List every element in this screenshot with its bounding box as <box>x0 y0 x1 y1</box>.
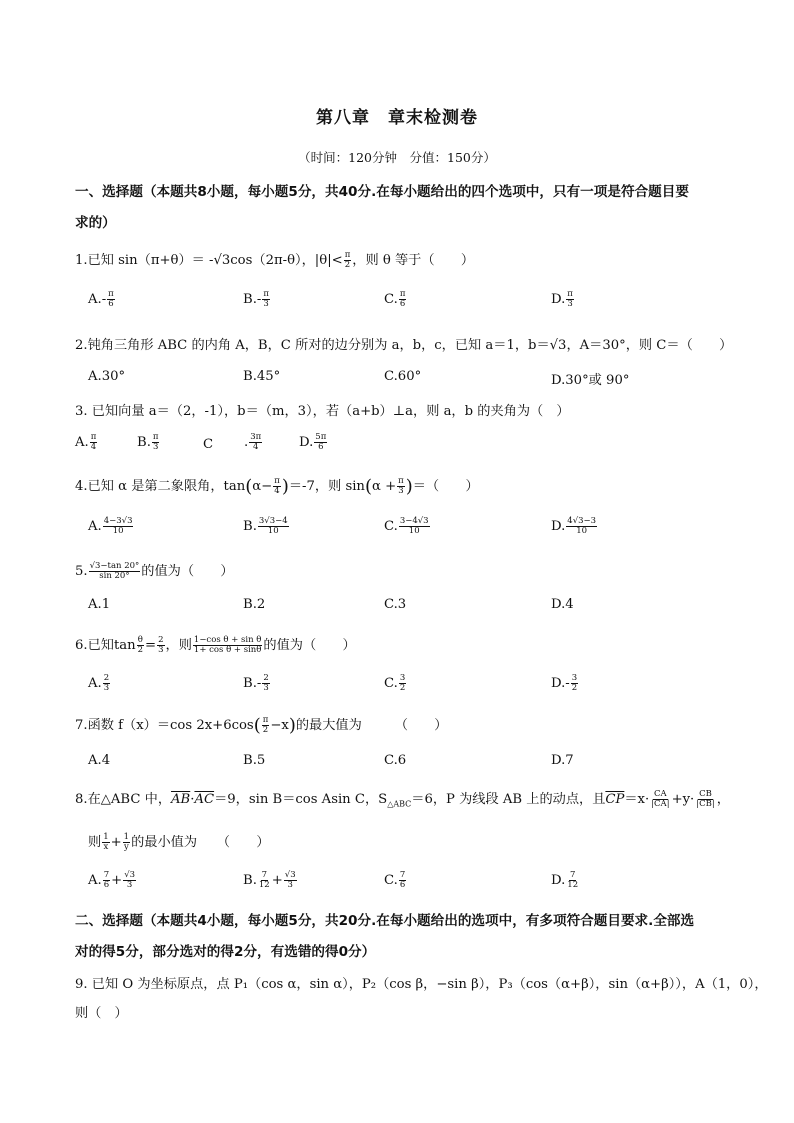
q7-option-a[interactable]: A.4 <box>88 753 111 768</box>
question-4: 4.已知 α 是第二象限角，tan(α− $\frac{\pi}{4}$ )＝-7，则 sin(α + $\frac{\pi}{3}$ )＝（ ） <box>75 476 479 497</box>
q7-option-d[interactable]: D.7 <box>551 753 574 768</box>
q2-option-b[interactable]: B.45° <box>243 369 281 384</box>
q1-text-a: 1.已知 sin（π+θ）＝ - <box>75 253 214 268</box>
q7-option-c[interactable]: C.6 <box>384 753 407 768</box>
q8-option-b[interactable]: B. $\frac{7}{12}$ + $\frac{√3}{3}$ <box>243 870 296 890</box>
q3-option-a[interactable]: A. $\frac{\pi}{4}$ <box>75 432 97 452</box>
question-1 <box>75 249 474 270</box>
q7-option-b[interactable]: B.5 <box>243 753 266 768</box>
q3-option-c-value[interactable]: . $\frac{3\pi}{4}$ <box>244 432 262 452</box>
q8-option-a[interactable]: A. $\frac{7}{6}$ + $\frac{√3}{3}$ <box>88 870 136 890</box>
q5-option-a[interactable]: A.1 <box>88 597 111 612</box>
q1-text-b: cos（2π-θ），|θ|< <box>230 253 343 268</box>
q6-option-a[interactable]: A. $\frac{2}{3}$ <box>88 673 110 693</box>
q2-option-a[interactable]: A.30° <box>88 369 126 384</box>
question-2: 2.钝角三角形 ABC 的内角 A，B，C 所对的边分别为 a，b，c，已知 a＝1，b＝√3，A＝30°，则 C＝（ ） <box>75 338 733 353</box>
q5-option-c[interactable]: C.3 <box>384 597 407 612</box>
q4-option-d[interactable]: D. $\frac{4√3-3}{10}$ <box>551 516 597 536</box>
q6-option-c[interactable]: C. $\frac{3}{2}$ <box>384 673 406 693</box>
q3-option-c[interactable]: C <box>203 437 214 452</box>
q2-option-c[interactable]: C.60° <box>384 369 422 384</box>
q1-option-d[interactable]: D. $\frac{\pi}{3}$ <box>551 289 573 309</box>
question-9-cont: 则（ ） <box>75 1006 128 1021</box>
question-7: 7.函数 f（x）＝cos 2x+6cos( $\frac{\pi}{2}$ −x)的最大值为 （ ） <box>75 715 448 736</box>
q4-option-b[interactable]: B. $\frac{3√3-4}{10}$ <box>243 516 288 536</box>
q1-option-c[interactable]: C. $\frac{\pi}{6}$ <box>384 289 406 309</box>
q8-option-c[interactable]: C. $\frac{7}{6}$ <box>384 870 406 890</box>
section-2-heading-cont: 对的得5分，部分选对的得2分，有选错的得0分） <box>75 944 376 960</box>
q4-option-a[interactable]: A. $\frac{4-3√3}{10}$ <box>88 516 133 536</box>
q3-option-b[interactable]: B. $\frac{\pi}{3}$ <box>137 432 159 452</box>
q6-option-b[interactable]: B.- $\frac{2}{3}$ <box>243 673 269 693</box>
q4-option-c[interactable]: C. $\frac{3-4√3}{10}$ <box>384 516 429 536</box>
section-1-heading-cont: 求的） <box>75 215 116 231</box>
section-1-heading: 一、选择题（本题共8小题，每小题5分，共40分.在每小题给出的四个选项中，只有一项是符合题目要 <box>75 184 689 200</box>
page-subtitle: （时间：120分钟 分值：150分） <box>298 150 496 165</box>
q1-option-a[interactable]: A.- $\frac{\pi}{6}$ <box>88 289 114 309</box>
q1-fraction: $\frac{\pi}{2}$ <box>344 250 351 270</box>
q2-option-d[interactable]: D.30°或 90° <box>551 373 630 388</box>
page-title: 第八章 章末检测卷 <box>316 108 478 128</box>
question-3: 3. 已知向量 a＝（2，-1），b＝（m，3），若（a+b）⊥a，则 a，b 的夹角为（ ） <box>75 404 570 419</box>
question-8: 8.在△ABC 中，$\overline{AB}\cdot\overline{AC}=9$，sin B＝cos Asin C，$S_{\triangle ABC}=6$，P 为线段 AB 上的动点，且$\overline{CP}=x\cdot$ $\frac{CA}{|CA|}$ +y· $\frac{CB}{|CB|}$ ， <box>75 789 730 809</box>
q6-option-d[interactable]: D.- $\frac{3}{2}$ <box>551 673 578 693</box>
section-2-heading: 二、选择题（本题共4小题，每小题5分，共20分.在每小题给出的选项中，有多项符合题目要求.全部选 <box>75 913 695 929</box>
q1-text-c: ，则 θ 等于（ ） <box>352 253 475 268</box>
question-9: 9. 已知 O 为坐标原点，点 P₁（cos α，sin α），P₂（cos β，−sin β），P₃（cos（α+β），sin（α+β）），A（1，0）， <box>75 977 768 992</box>
q1-sqrt: √3 <box>213 253 231 268</box>
q1-option-b[interactable]: B.- $\frac{\pi}{3}$ <box>243 289 269 309</box>
question-6: 6.已知tan $\frac{\theta}{2}$ = $\frac{2}{3}$ ，则 $\frac{\text{1−cos θ + sin θ}}{\text{1+ cos θ + sinθ}}$ 的值为（ ） <box>75 635 356 655</box>
question-8-cont: 则 $\frac{1}{x}$ + $\frac{1}{y}$ 的最小值为 （ ） <box>88 832 270 852</box>
q8-option-d[interactable]: D. $\frac{7}{12}$ <box>551 870 579 890</box>
q5-option-d[interactable]: D.4 <box>551 597 574 612</box>
q5-option-b[interactable]: B.2 <box>243 597 266 612</box>
question-5: 5. $\frac{√3-\tan 20^\circ}{\sin 20^\circ}$ 的值为（ ） <box>75 561 234 581</box>
q3-option-d[interactable]: D. $\frac{5\pi}{6}$ <box>299 432 327 452</box>
